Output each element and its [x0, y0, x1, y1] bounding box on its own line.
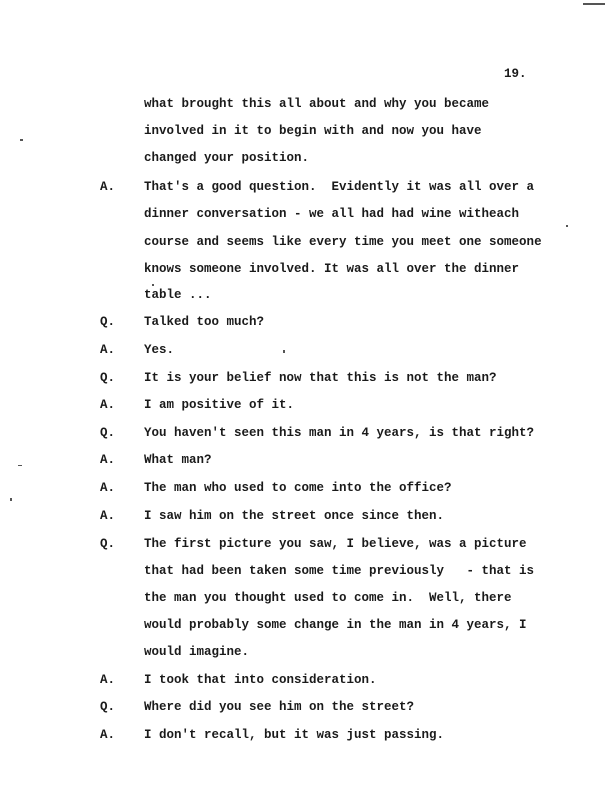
scan-speck: [283, 350, 285, 353]
page-number: 19.: [504, 67, 527, 81]
scan-speck: [18, 465, 22, 466]
speaker-label: A.: [100, 453, 116, 467]
transcript-line: that had been taken some time previously - that is: [144, 564, 535, 578]
speaker-label: A.: [100, 180, 116, 194]
transcript-line: The man who used to come into the office?: [144, 481, 452, 495]
transcript-line: I saw him on the street once since then.: [144, 509, 445, 523]
transcript-line: the man you thought used to come in. Well, there: [144, 591, 512, 605]
speaker-label: Q.: [100, 426, 116, 440]
scan-speck: [20, 139, 23, 141]
transcript-line: That's a good question. Evidently it was all over a: [144, 180, 535, 194]
scan-speck: [152, 284, 154, 286]
transcript-line: I don't recall, but it was just passing.: [144, 728, 445, 742]
transcript-line: would imagine.: [144, 645, 250, 659]
transcript-line: It is your belief now that this is not the man?: [144, 371, 497, 385]
transcript-line: Talked too much?: [144, 315, 265, 329]
transcript-line: knows someone involved. It was all over the dinner: [144, 262, 520, 276]
speaker-label: A.: [100, 509, 116, 523]
transcript-line: dinner conversation - we all had had wine witheach: [144, 207, 520, 221]
speaker-label: Q.: [100, 537, 116, 551]
speaker-label: A.: [100, 343, 116, 357]
transcript-line: Yes.: [144, 343, 175, 357]
transcript-line: What man?: [144, 453, 212, 467]
speaker-label: A.: [100, 673, 116, 687]
scan-speck: [583, 3, 605, 5]
speaker-label: A.: [100, 398, 116, 412]
transcript-line: I am positive of it.: [144, 398, 295, 412]
speaker-label: A.: [100, 481, 116, 495]
scan-speck: [566, 225, 568, 227]
transcript-line: changed your position.: [144, 151, 310, 165]
transcript-line: would probably some change in the man in 4 years, I: [144, 618, 527, 632]
transcript-line: what brought this all about and why you became: [144, 97, 490, 111]
transcript-line: course and seems like every time you meet one someone: [144, 235, 542, 249]
transcript-line: I took that into consideration.: [144, 673, 377, 687]
speaker-label: Q.: [100, 315, 116, 329]
transcript-line: The first picture you saw, I believe, was a picture: [144, 537, 527, 551]
transcript-line: involved in it to begin with and now you have: [144, 124, 482, 138]
transcript-line: You haven't seen this man in 4 years, is that right?: [144, 426, 535, 440]
scan-speck: [10, 498, 12, 501]
transcript-line: table ...: [144, 288, 212, 302]
speaker-label: Q.: [100, 371, 116, 385]
speaker-label: A.: [100, 728, 116, 742]
speaker-label: Q.: [100, 700, 116, 714]
transcript-line: Where did you see him on the street?: [144, 700, 415, 714]
